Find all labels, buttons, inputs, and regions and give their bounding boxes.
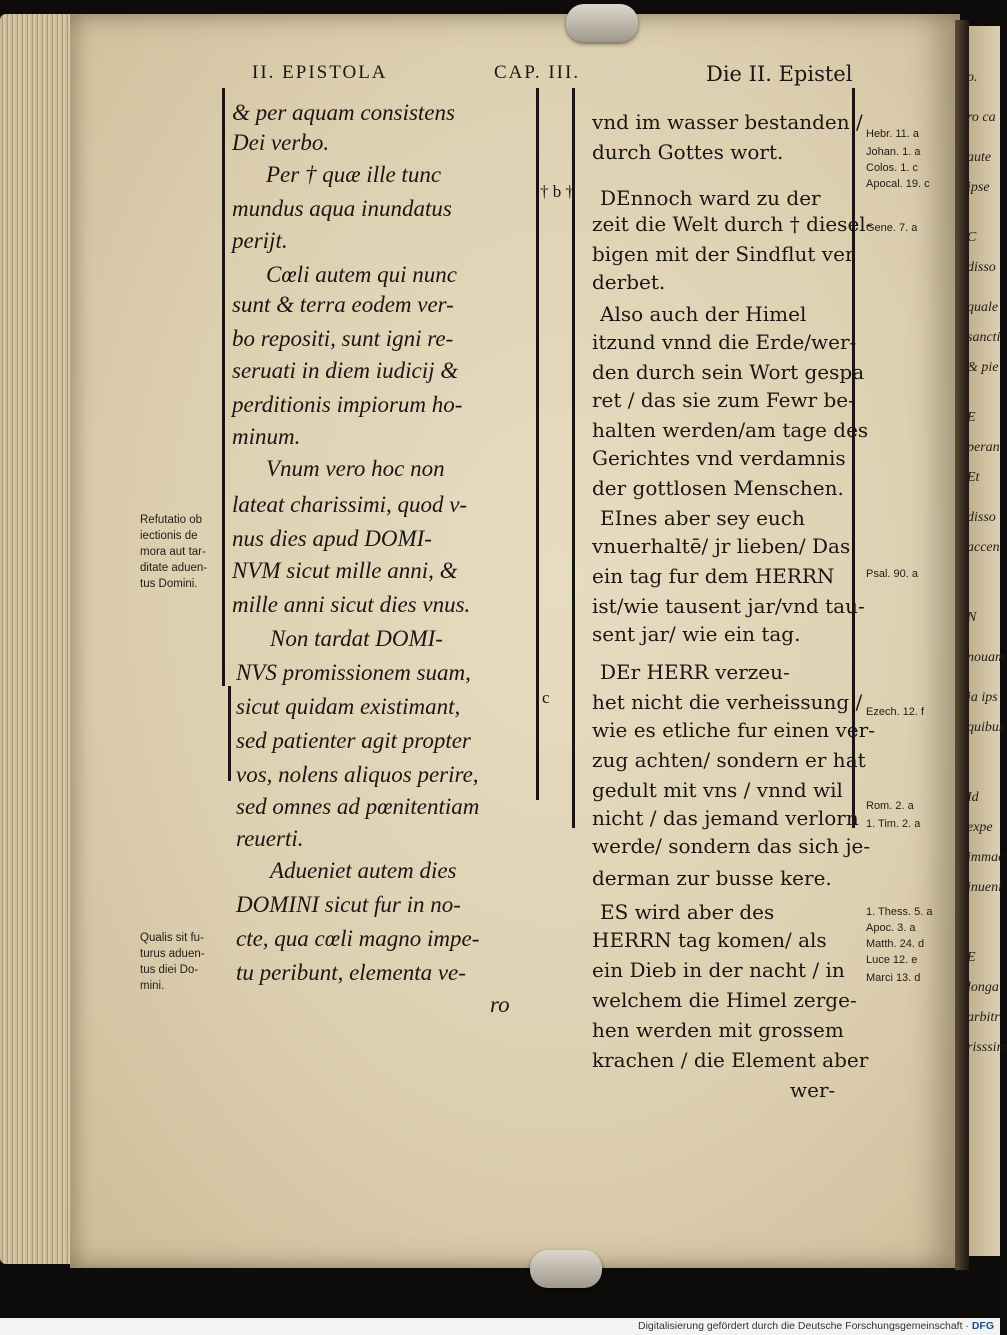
dfg-logo: DFG bbox=[971, 1320, 994, 1332]
german-line: itzund vnnd die Erde/wer- bbox=[592, 330, 857, 354]
german-line: krachen / die Element aber bbox=[592, 1048, 869, 1072]
latin-line: perijt. bbox=[232, 228, 288, 253]
facing-fragment: accen bbox=[967, 540, 1000, 555]
latin-line: Per † quæ ille tunc bbox=[266, 162, 442, 187]
facing-fragment: o. bbox=[967, 70, 978, 85]
german-line: nicht / das jemand verlorn bbox=[592, 806, 859, 830]
german-line: zeit die Welt durch † diesel- bbox=[592, 212, 873, 236]
facing-fragment: E bbox=[967, 950, 976, 965]
facing-fragment: risssim bbox=[967, 1040, 1007, 1055]
latin-line: mundus aqua inundatus bbox=[232, 196, 452, 221]
german-line: derman zur busse kere. bbox=[592, 866, 832, 890]
facing-fragment: immac bbox=[967, 850, 1005, 865]
running-head-center: CAP. III. bbox=[494, 62, 581, 83]
rule-left-bottom bbox=[228, 686, 231, 781]
german-line: bigen mit der Sindflut ver bbox=[592, 242, 855, 266]
german-line: EInes aber sey euch bbox=[600, 506, 805, 530]
facing-fragment: longa bbox=[967, 980, 999, 995]
page-edges bbox=[0, 14, 78, 1264]
german-line: wie es etliche fur einen ver- bbox=[592, 718, 875, 742]
german-line: den durch sein Wort gespa bbox=[592, 360, 865, 384]
latin-line: reuerti. bbox=[236, 826, 304, 851]
margin-reference: Apocal. 19. c bbox=[866, 178, 930, 190]
margin-reference: Matth. 24. d bbox=[866, 938, 925, 950]
latin-line: mille anni sicut dies vnus. bbox=[232, 592, 471, 617]
marker-b: † b † bbox=[540, 182, 574, 201]
rule-left-top bbox=[222, 88, 225, 686]
margin-note-qualis: Qualis sit fu- turus aduen- tus diei Do- mini. bbox=[140, 932, 205, 992]
facing-fragment: arbitr bbox=[967, 1010, 1000, 1025]
footer-text: Digitalisierung gefördert durch die Deutsche Forschungsgemeinschaft · bbox=[637, 1320, 969, 1332]
latin-line: Non tardat DOMI- bbox=[270, 626, 443, 651]
german-line: vnuerhaltē/ jr lieben/ Das bbox=[592, 534, 851, 558]
german-line: der gottlosen Menschen. bbox=[592, 476, 844, 500]
footer-bar bbox=[0, 1318, 1000, 1335]
latin-line: perditionis impiorum ho- bbox=[232, 392, 463, 417]
german-line: welchem die Himel zerge- bbox=[592, 988, 857, 1012]
german-line: Also auch der Himel bbox=[600, 302, 807, 326]
facing-fragment: E bbox=[967, 410, 976, 425]
running-head-right: Die II. Epistel bbox=[706, 62, 853, 86]
facing-fragment: ia ips bbox=[967, 690, 998, 705]
margin-reference: Apoc. 3. a bbox=[866, 922, 916, 934]
latin-line: lateat charissimi, quod v- bbox=[232, 492, 468, 517]
latin-line: Adueniet autem dies bbox=[270, 858, 457, 883]
clasp-top bbox=[566, 4, 638, 42]
german-line: werde/ sondern das sich je- bbox=[592, 834, 871, 858]
facing-fragment: peran bbox=[967, 440, 1000, 455]
margin-reference: 1. Thess. 5. a bbox=[866, 906, 933, 918]
facing-fragment: N bbox=[967, 610, 977, 625]
facing-fragment: quale bbox=[967, 300, 999, 315]
german-line: ist/wie tausent jar/vnd tau- bbox=[592, 594, 865, 618]
german-line: zug achten/ sondern er hat bbox=[592, 748, 866, 772]
german-line: hen werden mit grossem bbox=[592, 1018, 844, 1042]
facing-fragment: nouam bbox=[967, 650, 1006, 665]
german-line: gedult mit vns / vnnd wil bbox=[592, 778, 843, 802]
german-line: durch Gottes wort. bbox=[592, 140, 784, 164]
latin-line: ro bbox=[490, 992, 510, 1017]
facing-fragment: aute bbox=[967, 150, 992, 165]
rule-latin-right bbox=[536, 88, 539, 800]
german-line: ES wird aber des bbox=[600, 900, 775, 924]
latin-line: sunt & terra eodem ver- bbox=[232, 292, 454, 317]
latin-line: nus dies apud DOMI- bbox=[232, 526, 432, 551]
german-line: ein tag fur dem HERRN bbox=[592, 564, 835, 588]
facing-fragment: quibus bbox=[967, 720, 1005, 735]
latin-line: Dei verbo. bbox=[232, 130, 330, 155]
latin-line: Cœli autem qui nunc bbox=[266, 262, 458, 287]
margin-reference: Johan. 1. a bbox=[866, 146, 921, 158]
german-line: Gerichtes vnd verdamnis bbox=[592, 446, 846, 470]
marker-c: c bbox=[542, 688, 550, 707]
facing-fragment: C bbox=[967, 230, 977, 245]
book-gutter bbox=[955, 20, 969, 1270]
german-line: het nicht die verheissung / bbox=[592, 690, 863, 714]
latin-line: NVS promissionem suam, bbox=[236, 660, 471, 685]
latin-line: cte, qua cœli magno impe- bbox=[236, 926, 480, 951]
german-line: derbet. bbox=[592, 270, 666, 294]
latin-line: sed omnes ad pœnitentiam bbox=[236, 794, 480, 819]
running-head-left: II. EPISTOLA bbox=[252, 62, 388, 83]
latin-line: DOMINI sicut fur in no- bbox=[236, 892, 461, 917]
facing-fragment: expe bbox=[967, 820, 993, 835]
facing-fragment: disso bbox=[967, 260, 996, 275]
german-line: ein Dieb in der nacht / in bbox=[592, 958, 845, 982]
facing-fragment: ipse bbox=[967, 180, 990, 195]
latin-line: Vnum vero hoc non bbox=[266, 456, 445, 481]
german-line: HERRN tag komen/ als bbox=[592, 928, 827, 952]
facing-fragment: sancti bbox=[967, 330, 1001, 345]
facing-fragment: inueni bbox=[967, 880, 1002, 895]
facing-fragment: & pie bbox=[967, 360, 999, 375]
latin-line: minum. bbox=[232, 424, 301, 449]
facing-fragment: Id bbox=[967, 790, 979, 805]
latin-line: bo repositi, sunt igni re- bbox=[232, 326, 454, 351]
latin-line: vos, nolens aliquos perire, bbox=[236, 762, 479, 787]
margin-note-refutatio: Refutatio ob iectionis de mora aut tar- ditate aduen- tus Domini. bbox=[140, 514, 208, 590]
latin-line: tu peribunt, elementa ve- bbox=[236, 960, 466, 985]
german-line: sent jar/ wie ein tag. bbox=[592, 622, 801, 646]
german-line: wer- bbox=[790, 1078, 836, 1102]
latin-line: sed patienter agit propter bbox=[236, 728, 471, 753]
german-line: DEnnoch ward zu der bbox=[600, 186, 821, 210]
margin-reference: Colos. 1. c bbox=[866, 162, 918, 174]
german-line: ret / das sie zum Fewr be- bbox=[592, 388, 855, 412]
margin-reference: Rom. 2. a bbox=[866, 800, 914, 812]
margin-reference: Psal. 90. a bbox=[866, 568, 918, 580]
latin-line: NVM sicut mille anni, & bbox=[232, 558, 458, 583]
margin-reference: Hebr. 11. a bbox=[866, 128, 919, 140]
german-line: vnd im wasser bestanden / bbox=[592, 110, 863, 134]
margin-reference: Marci 13. d bbox=[866, 972, 921, 984]
margin-reference: Luce 12. e bbox=[866, 954, 918, 966]
latin-line: seruati in diem iudicij & bbox=[232, 358, 459, 383]
margin-reference: Gene. 7. a bbox=[866, 222, 918, 234]
margin-reference: 1. Tim. 2. a bbox=[866, 818, 921, 830]
margin-reference: Ezech. 12. f bbox=[866, 706, 925, 718]
facing-fragment: disso bbox=[967, 510, 996, 525]
clasp-bottom bbox=[530, 1250, 602, 1288]
german-line: halten werden/am tage des bbox=[592, 418, 869, 442]
facing-fragment: ro ca bbox=[967, 110, 996, 125]
latin-line: & per aquam consistens bbox=[232, 100, 455, 125]
latin-line: sicut quidam existimant, bbox=[236, 694, 461, 719]
facing-fragment: Et bbox=[967, 470, 980, 485]
rule-german-right bbox=[852, 88, 855, 828]
german-line: DEr HERR verzeu- bbox=[600, 660, 790, 684]
